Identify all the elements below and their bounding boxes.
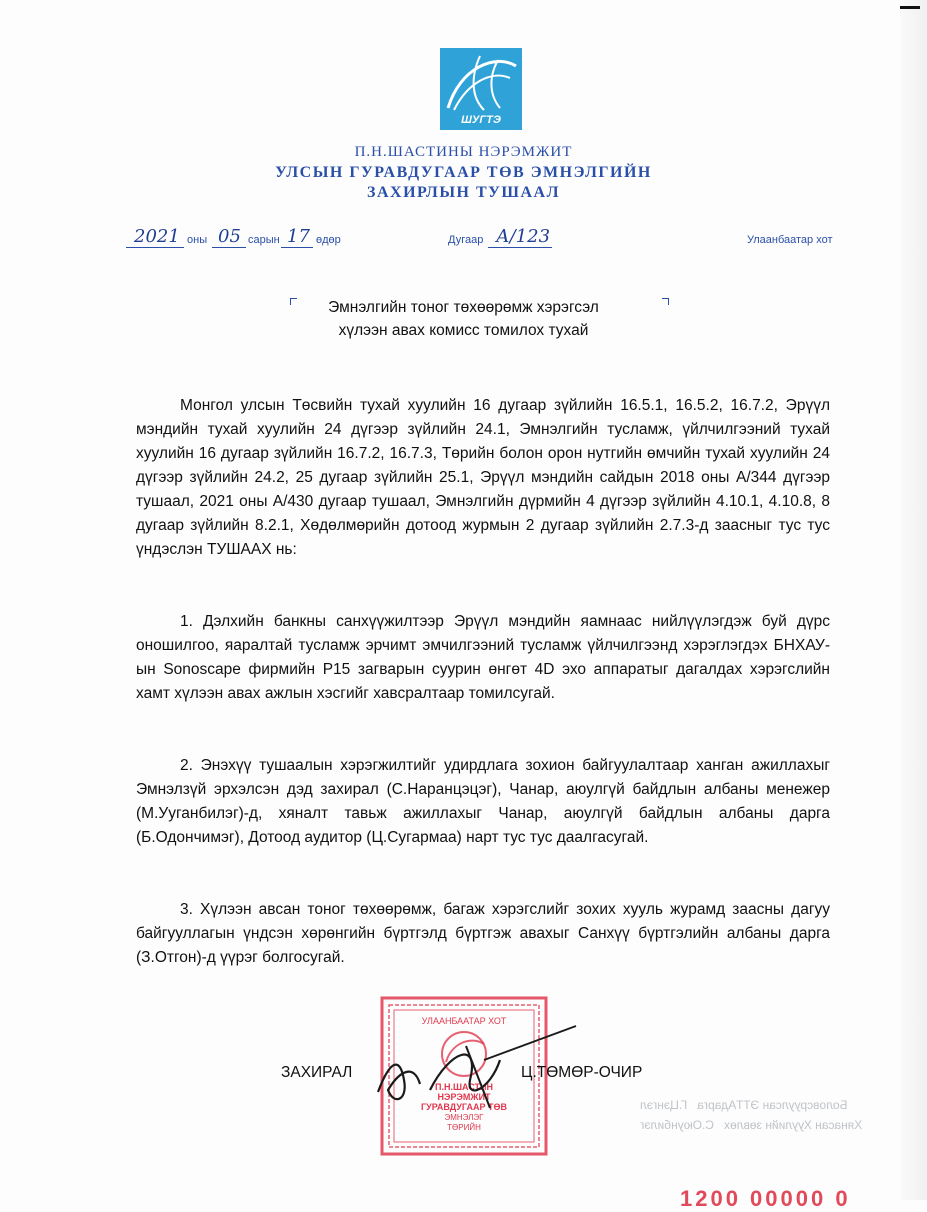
year-label: оны [187,234,208,246]
day-underline [281,247,313,248]
header-line-3: ЗАХИРЛЫН ТУШААЛ [367,184,560,201]
day-label: өдөр [316,234,341,246]
item-2-paragraph [136,754,830,850]
stamp-line-2: НЭРЭМЖИТ [437,1092,491,1102]
number-underline [488,247,552,248]
item-3-paragraph [136,898,830,970]
header-line-2: УЛСЫН ГУРАВДУГААР ТӨВ ЭМНЭЛГИЙН [275,164,652,181]
item-1-text: 1. Дэлхийн банкны санхүүжилтээр Эрүүл мэндийн яамнаас нийлүүлэгдэж буй дүрс оношилгоо, яаралтай тусламж эрчимт эмчилгээний тусламж үйлчилгээнд хэрэглэгдэх БНХАУ-ын Sonoscape фирмийн P15 загварын суурин өнгөт 4D эхо аппаратыг дагалдах хэрэгслийн хамт хүлээн авах ажлын хэсгийг хавсралтаар томилсугай. [136,613,830,702]
title-line-2: хүлээн авах комисс томилох тухай [338,322,589,339]
stamp-line-1: П.Н.ШАСТИН [434,1082,494,1092]
scan-edge-mark [900,6,920,9]
item-3-text: 3. Хүлээн авсан тоног төхөөрөмж, багаж хэрэгслийг зохих хууль журамд заасны дагуу байгууллагын үндсэн хөрөнгийн бүртгэлд бүртгэж авахыг Санхүү бүртгэлийн албаны дарга (З.Отгон)-д үүрэг болгосугай. [136,901,830,966]
title-line-1: Эмнэлгийн тоног төхөөрөмж хэрэгсэл [328,299,599,316]
order-number: А/123 [496,226,551,247]
number-label: Дугаар [448,234,484,246]
document-title [0,296,927,342]
red-edge-mark: 1200 00000 0 [680,1186,851,1211]
bleed-through-text: Боловсруулсан ЭТТАдарга Г.Цэнгэл [640,1098,848,1112]
date-line [0,226,927,250]
city-label: Улаанбаатар хот [747,234,833,246]
month-label: сарын [248,234,280,246]
bleed-through-text: Хянасан Хуулийн зөвлөх С.Оюунбилэг [640,1118,863,1132]
item-2-text: 2. Энэхүү тушаалын хэрэгжилтийг удирдлага зохион байгуулалтаар ханган ажиллахыг Эмнэлзүй эрхэлсэн дэд захирал (С.Наранцэцэг), Чанар, аюулгүй байдлын албаны менежер (М.Ууганбилэг)-д, хяналт тавьж ажиллахыг Чанар, аюулгүй байдлын албаны дарга (Б.Одончимэг), Дотоод аудитор (Ц.Сугармаа) нарт тус тус даалгасугай. [136,757,830,846]
date-year: 2021 [134,226,180,247]
stamp-line-5: ТӨРИЙН [447,1123,481,1132]
date-day: 17 [287,226,310,247]
month-underline [212,247,246,248]
preamble-text: Монгол улсын Төсвийн тухай хуулийн 16 дугаар зүйлийн 16.5.1, 16.5.2, 16.7.2, Эрүүл мэндийн тухай хуулийн 24 дүгээр зүйлийн 24.1, Эмнэлгийн тусламж, үйлчилгээний тухай хуулийн 16 дугаар зүйлийн 16.7.2, 16.7.3, Төрийн болон орон нутгийн өмчийн тухай хуулийн 24 дүгээр зүйлийн 24.2, 25 дугаар зүйлийн 25.1, Эрүүл мэндийн сайдын 2018 оны А/344 дүгээр тушаал, 2021 оны А/430 дугаар тушаал, Эмнэлгийн дүрмийн 4 дүгээр зүйлийн 4.10.1, 4.10.8, 8 дугаар зүйлийн 8.2.1, Хөдөлмөрийн дотоод журмын 2 дугаар зүйлийн 2.7.3-д заасныг тус тус үндэслэн ТУШААХ нь: [136,397,830,558]
header-line-1: П.Н.ШАСТИНЫ НЭРЭМЖИТ [354,144,573,160]
item-1-paragraph [136,610,830,706]
date-month: 05 [218,226,241,247]
stamp-line-4: ЭМНЭЛЭГ [444,1113,484,1122]
logo-text: ШУГТЭ [461,114,501,126]
year-underline [126,247,184,248]
stamp-top-text: УЛААНБААТАР ХОТ [421,1016,507,1026]
signatory-name: Ц.ТӨМӨР-ОЧИР [521,1064,643,1081]
hospital-logo-icon [440,48,522,130]
handwritten-signature-icon [370,1020,600,1110]
preamble-paragraph [136,394,830,562]
signatory-position: ЗАХИРАЛ [281,1064,353,1081]
stamp-line-3: ГУРАВДУГААР ТӨВ [421,1102,507,1112]
